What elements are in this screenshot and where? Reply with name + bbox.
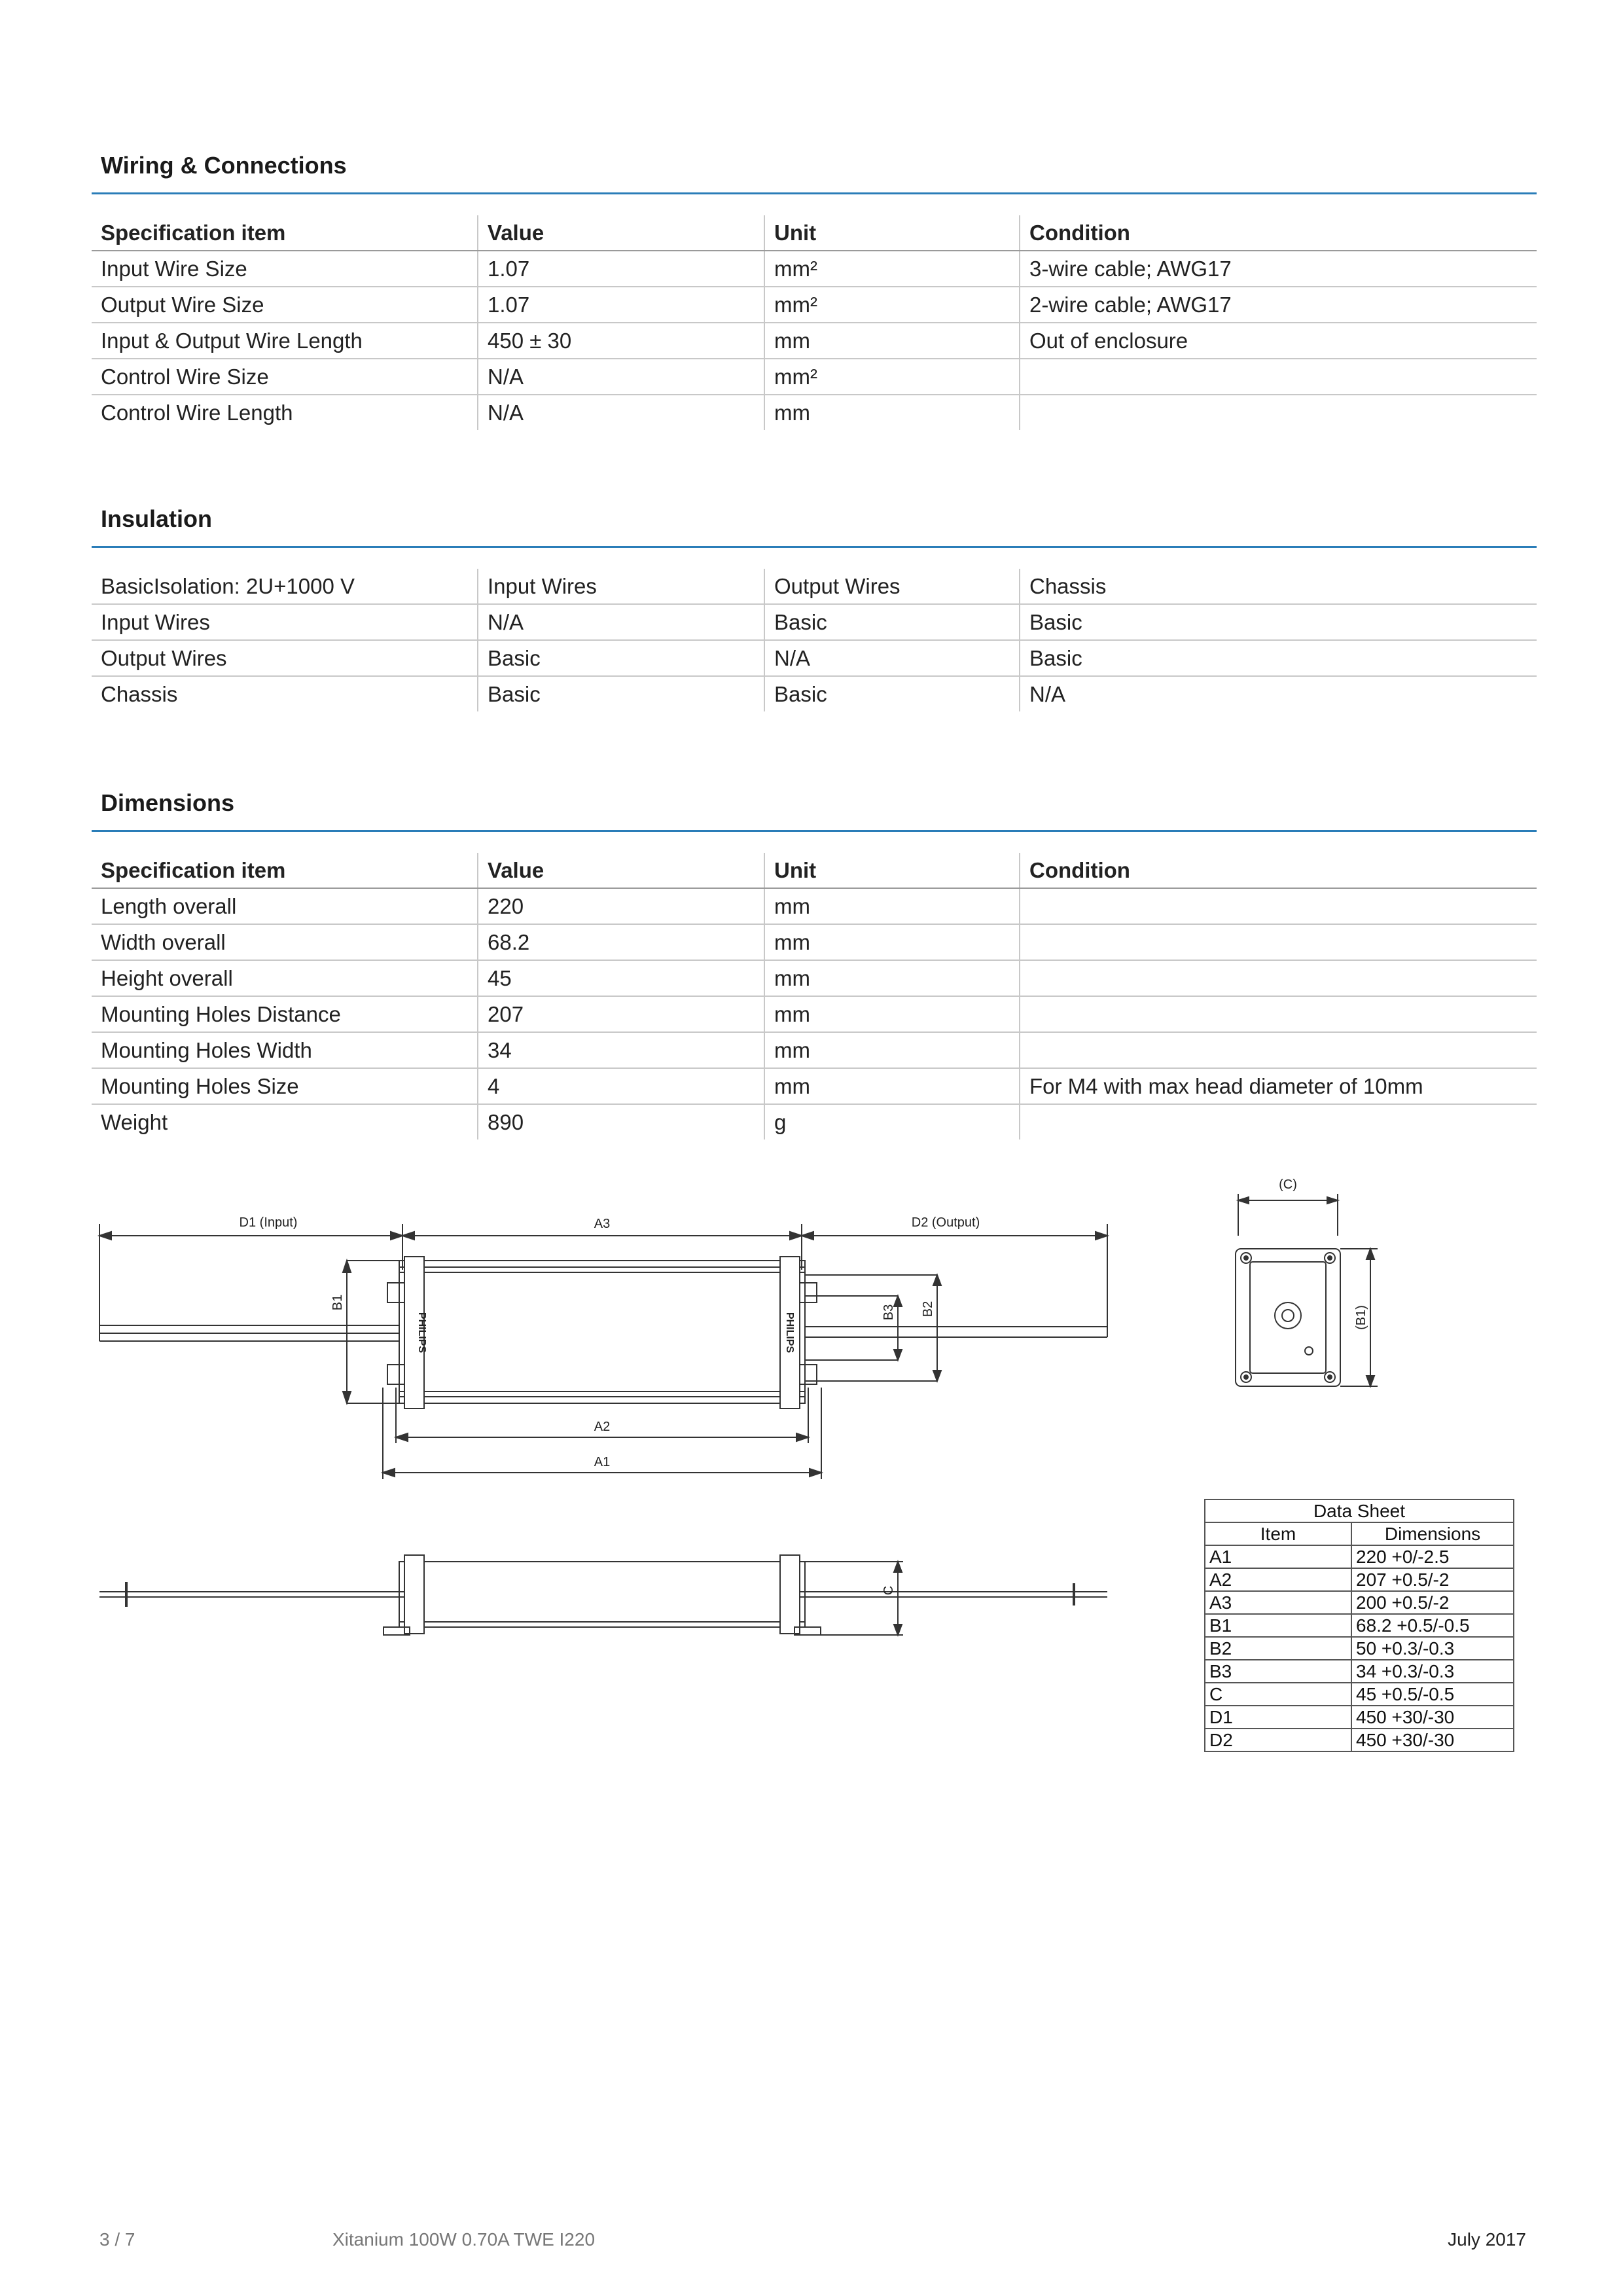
data-sheet-dimension: 68.2 +0.5/-0.5 bbox=[1351, 1614, 1514, 1637]
table-cell bbox=[1020, 924, 1537, 960]
table-cell: For M4 with max head diameter of 10mm bbox=[1020, 1068, 1537, 1104]
table-cell: Basic bbox=[1020, 604, 1537, 640]
dim-label-d1: D1 (Input) bbox=[239, 1215, 298, 1230]
table-cell: Chassis bbox=[1020, 569, 1537, 604]
table-cell: 890 bbox=[478, 1104, 764, 1139]
table-cell: Input Wire Size bbox=[92, 251, 478, 287]
table-row bbox=[92, 287, 1537, 323]
driver-side-view-drawing bbox=[92, 1538, 1126, 1656]
table-row bbox=[92, 604, 1537, 640]
data-sheet-row bbox=[1205, 1729, 1514, 1751]
data-sheet-row bbox=[1205, 1614, 1514, 1637]
table-header-cell: Unit bbox=[764, 853, 1020, 888]
data-sheet-dimension: 50 +0.3/-0.3 bbox=[1351, 1637, 1514, 1660]
data-sheet-row bbox=[1205, 1591, 1514, 1614]
table-cell: mm bbox=[764, 395, 1020, 430]
table-cell: N/A bbox=[478, 604, 764, 640]
data-sheet-item: D2 bbox=[1205, 1729, 1351, 1751]
brand-mark-left: PHILIPS bbox=[416, 1312, 427, 1354]
data-sheet-title: Data Sheet bbox=[1205, 1499, 1514, 1522]
table-cell: mm bbox=[764, 888, 1020, 924]
table-cell: 207 bbox=[478, 996, 764, 1032]
dim-label-c-paren: (C) bbox=[1279, 1177, 1297, 1192]
table-row bbox=[92, 996, 1537, 1032]
table-cell: N/A bbox=[478, 395, 764, 430]
footer-product-name: Xitanium 100W 0.70A TWE I220 bbox=[332, 2229, 596, 2250]
table-cell: N/A bbox=[764, 640, 1020, 676]
table-cell: Length overall bbox=[92, 888, 478, 924]
data-sheet-dimension: 34 +0.3/-0.3 bbox=[1351, 1660, 1514, 1683]
dim-label-b1-paren: (B1) bbox=[1354, 1305, 1368, 1330]
table-cell: Basic bbox=[478, 640, 764, 676]
data-sheet-dimension: 45 +0.5/-0.5 bbox=[1351, 1683, 1514, 1706]
dim-label-a1: A1 bbox=[594, 1455, 611, 1469]
table-cell: Output Wire Size bbox=[92, 287, 478, 323]
table-cell: mm² bbox=[764, 287, 1020, 323]
table-header-cell: Specification item bbox=[92, 853, 478, 888]
table-header-cell: Condition bbox=[1020, 853, 1537, 888]
table-cell: 4 bbox=[478, 1068, 764, 1104]
table-cell bbox=[1020, 359, 1537, 395]
table-cell: g bbox=[764, 1104, 1020, 1139]
section-divider bbox=[92, 830, 1537, 832]
section-title: Wiring & Connections bbox=[101, 152, 347, 179]
table-cell: Out of enclosure bbox=[1020, 323, 1537, 359]
table-cell: Mounting Holes Distance bbox=[92, 996, 478, 1032]
table-cell: 1.07 bbox=[478, 251, 764, 287]
table-cell: Mounting Holes Width bbox=[92, 1032, 478, 1068]
dimensions-table bbox=[92, 853, 1537, 1139]
table-cell: Chassis bbox=[101, 681, 178, 706]
table-header-cell: Value bbox=[478, 215, 764, 251]
data-sheet-row bbox=[1205, 1706, 1514, 1729]
table-cell: Input Wires bbox=[478, 569, 764, 604]
dim-label-b2: B2 bbox=[921, 1300, 935, 1318]
table-row bbox=[92, 1104, 1537, 1139]
table-cell: Basic bbox=[764, 604, 1020, 640]
table-cell: Width overall bbox=[92, 924, 478, 960]
table-row bbox=[92, 888, 1537, 924]
table-cell: 2-wire cable; AWG17 bbox=[1020, 287, 1537, 323]
data-sheet-item: B1 bbox=[1205, 1614, 1351, 1637]
table-row bbox=[92, 1032, 1537, 1068]
section-insulation bbox=[92, 499, 1537, 711]
table-cell: 220 bbox=[478, 888, 764, 924]
table-cell: Weight bbox=[101, 1109, 168, 1134]
table-cell: mm bbox=[764, 323, 1020, 359]
table-cell bbox=[1020, 1032, 1537, 1068]
table-header-cell: Unit bbox=[764, 215, 1020, 251]
data-sheet-dimension: 450 +30/-30 bbox=[1351, 1729, 1514, 1751]
table-cell: 3-wire cable; AWG17 bbox=[1020, 251, 1537, 287]
table-cell bbox=[1020, 960, 1537, 996]
table-cell: 68.2 bbox=[478, 924, 764, 960]
data-sheet-dimension: 207 +0.5/-2 bbox=[1351, 1568, 1514, 1591]
data-sheet-row bbox=[1205, 1637, 1514, 1660]
table-cell: N/A bbox=[478, 359, 764, 395]
dim-label-a2: A2 bbox=[594, 1420, 611, 1434]
insulation-table bbox=[92, 569, 1537, 711]
data-sheet-item: D1 bbox=[1205, 1706, 1351, 1729]
data-sheet-row bbox=[1205, 1545, 1514, 1568]
table-cell: mm bbox=[764, 996, 1020, 1032]
section-title: Insulation bbox=[101, 505, 212, 532]
dim-label-c: C bbox=[882, 1585, 896, 1596]
table-cell: Control Wire Size bbox=[92, 359, 478, 395]
section-wiring bbox=[92, 145, 1537, 430]
table-cell: 45 bbox=[478, 960, 764, 996]
brand-mark-right: PHILIPS bbox=[784, 1312, 795, 1354]
table-row bbox=[92, 251, 1537, 287]
table-cell: 1.07 bbox=[478, 287, 764, 323]
table-cell: Input & Output Wire Length bbox=[92, 323, 478, 359]
table-header-cell: Value bbox=[478, 853, 764, 888]
table-cell: Output Wires bbox=[92, 640, 478, 676]
table-cell: mm bbox=[764, 924, 1020, 960]
table-cell bbox=[1020, 1104, 1537, 1139]
table-row bbox=[92, 640, 1537, 676]
table-row bbox=[92, 323, 1537, 359]
driver-end-view-drawing bbox=[1224, 1177, 1394, 1399]
table-cell: Basic bbox=[764, 676, 1020, 711]
table-header-cell: Specification item bbox=[92, 215, 478, 251]
data-sheet-dimension: 450 +30/-30 bbox=[1351, 1706, 1514, 1729]
table-row bbox=[92, 395, 1537, 430]
data-sheet-row bbox=[1205, 1568, 1514, 1591]
footer-page-number: 3 / 7 bbox=[99, 2229, 135, 2250]
data-sheet-dimension: 200 +0.5/-2 bbox=[1351, 1591, 1514, 1614]
dim-label-d2: D2 (Output) bbox=[911, 1215, 980, 1230]
table-cell: Basic bbox=[1020, 640, 1537, 676]
table-cell: mm bbox=[764, 960, 1020, 996]
table-cell: BasicIsolation: 2U+1000 V bbox=[92, 569, 478, 604]
table-cell: N/A bbox=[1020, 676, 1537, 711]
table-row bbox=[92, 1068, 1537, 1104]
table-cell: mm bbox=[764, 1032, 1020, 1068]
dim-label-b3: B3 bbox=[882, 1304, 896, 1321]
table-row bbox=[92, 676, 1537, 711]
table-row bbox=[92, 359, 1537, 395]
table-row bbox=[92, 960, 1537, 996]
table-header-row bbox=[92, 215, 1537, 251]
dim-label-a3: A3 bbox=[594, 1217, 611, 1231]
section-title: Dimensions bbox=[101, 789, 235, 816]
dim-label-b1: B1 bbox=[330, 1294, 345, 1311]
table-header-row bbox=[92, 853, 1537, 888]
driver-top-view-drawing bbox=[92, 1204, 1126, 1492]
data-sheet-row bbox=[1205, 1683, 1514, 1706]
data-sheet-col-dimensions: Dimensions bbox=[1351, 1522, 1514, 1545]
table-cell: mm bbox=[764, 1068, 1020, 1104]
data-sheet-item: A2 bbox=[1205, 1568, 1351, 1591]
data-sheet-item: A1 bbox=[1205, 1545, 1351, 1568]
footer-date: July 2017 bbox=[1448, 2229, 1526, 2250]
data-sheet-item: C bbox=[1205, 1683, 1351, 1706]
data-sheet-item: B3 bbox=[1205, 1660, 1351, 1683]
data-sheet-dimension: 220 +0/-2.5 bbox=[1351, 1545, 1514, 1568]
data-sheet-item: B2 bbox=[1205, 1637, 1351, 1660]
table-cell: mm² bbox=[764, 359, 1020, 395]
table-cell bbox=[1020, 888, 1537, 924]
table-cell: Input Wires bbox=[92, 604, 478, 640]
table-cell bbox=[1020, 996, 1537, 1032]
section-divider bbox=[92, 546, 1537, 548]
table-cell: Mounting Holes Size bbox=[92, 1068, 478, 1104]
table-row bbox=[92, 569, 1537, 604]
table-cell: Control Wire Length bbox=[101, 400, 293, 425]
table-cell bbox=[1020, 395, 1537, 430]
table-cell: Output Wires bbox=[764, 569, 1020, 604]
table-cell: mm² bbox=[764, 251, 1020, 287]
data-sheet-table bbox=[1204, 1499, 1514, 1752]
wiring-table bbox=[92, 215, 1537, 430]
data-sheet-col-item: Item bbox=[1205, 1522, 1351, 1545]
section-dimensions bbox=[92, 783, 1537, 1139]
table-row bbox=[92, 924, 1537, 960]
table-cell: Basic bbox=[478, 676, 764, 711]
section-divider bbox=[92, 192, 1537, 194]
table-cell: 34 bbox=[478, 1032, 764, 1068]
table-header-cell: Condition bbox=[1020, 215, 1537, 251]
table-cell: Height overall bbox=[92, 960, 478, 996]
table-cell: 450 ± 30 bbox=[478, 323, 764, 359]
data-sheet-item: A3 bbox=[1205, 1591, 1351, 1614]
data-sheet-row bbox=[1205, 1660, 1514, 1683]
